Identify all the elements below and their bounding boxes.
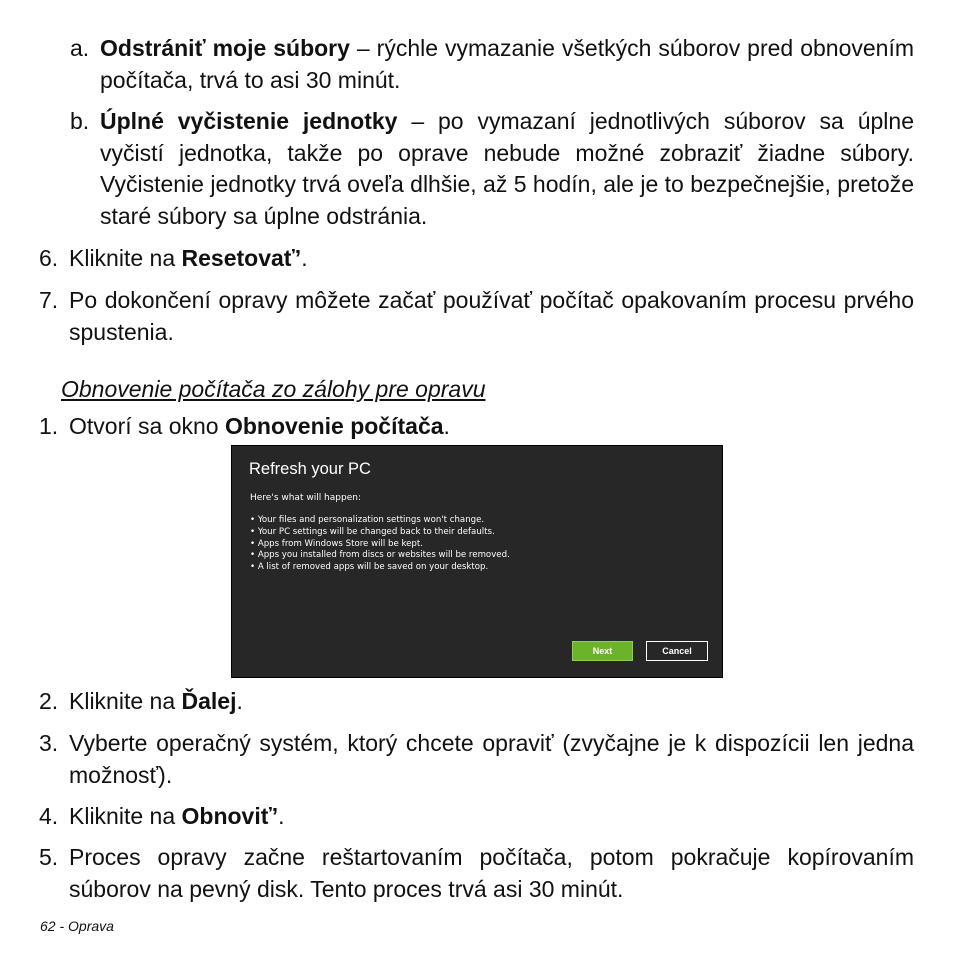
list-item-b bbox=[70, 106, 914, 232]
step-text-end: . bbox=[301, 245, 308, 271]
step-number: 2. bbox=[39, 688, 59, 714]
refresh-pc-dialog-screenshot bbox=[231, 445, 723, 678]
page-footer: 62 - Oprava bbox=[40, 918, 114, 934]
dialog-bullet: • Your files and personalization settings won't change. bbox=[250, 515, 510, 527]
cancel-button[interactable]: Cancel bbox=[646, 641, 708, 661]
step-text: Otvorí sa okno bbox=[69, 413, 225, 439]
section-heading: Obnovenie počítača zo zálohy pre opravu bbox=[61, 376, 486, 402]
dialog-bullet: • Apps you installed from discs or websites will be removed. bbox=[250, 550, 510, 562]
step-number: 6. bbox=[39, 245, 59, 271]
step-number: 1. bbox=[39, 413, 59, 439]
dialog-bullet: • Your PC settings will be changed back to their defaults. bbox=[250, 527, 510, 539]
list-item-label: b. bbox=[70, 108, 90, 134]
dialog-subtitle: Here's what will happen: bbox=[250, 493, 361, 503]
dialog-title: Refresh your PC bbox=[249, 460, 371, 478]
list-item-label: a. bbox=[70, 35, 90, 61]
step-text: Vyberte operačný systém, ktorý chcete opraviť (zvyčajne je k dispozícii len jedna možnosť). bbox=[69, 730, 914, 788]
step-number: 7. bbox=[39, 287, 59, 313]
step-bold: Obnoviť’ bbox=[181, 803, 279, 829]
step-bold: Resetovať’ bbox=[181, 245, 302, 271]
step-text-end: . bbox=[443, 413, 450, 439]
step-number: 4. bbox=[39, 803, 59, 829]
step-text: Kliknite na bbox=[69, 803, 182, 829]
step-bold: Obnovenie počítača bbox=[224, 413, 444, 439]
step-text-end: . bbox=[236, 688, 243, 714]
step-text: Kliknite na bbox=[69, 245, 182, 271]
option-description: – rýchle vymazanie všetkých súborov pred obnovením počítača, trvá to asi 30 minút. bbox=[100, 35, 914, 93]
step-bold: Ďalej bbox=[181, 688, 237, 714]
dialog-bullet-list bbox=[250, 515, 510, 574]
step-text: Kliknite na bbox=[69, 688, 182, 714]
step-text: Po dokončení opravy môžete začať používať počítač opakovaním procesu prvého spustenia. bbox=[69, 287, 914, 345]
list-item-a bbox=[70, 33, 914, 96]
next-button[interactable]: Next bbox=[572, 641, 633, 661]
step-text: Proces opravy začne reštartovaním počítača, potom pokračuje kopírovaním súborov na pevný disk. Tento proces trvá asi 30 minút. bbox=[69, 844, 914, 902]
step-number: 5. bbox=[39, 844, 59, 870]
option-name: Odstrániť moje súbory bbox=[100, 35, 350, 61]
option-description: – po vymazaní jednotlivých súborov sa úplne vyčistí jednotka, takže po oprave nebude možné zobraziť žiadne súbory. Vyčistenie jednotky trvá oveľa dlhšie, až 5 hodín, ale je to bezpečnejšie, pretože staré súbory sa úplne odstránia. bbox=[100, 108, 914, 229]
step-number: 3. bbox=[39, 730, 59, 756]
step-text-end: . bbox=[278, 803, 285, 829]
dialog-bullet: • Apps from Windows Store will be kept. bbox=[250, 539, 510, 551]
option-name: Úplné vyčistenie jednotky bbox=[100, 108, 398, 134]
dialog-bullet: • A list of removed apps will be saved on your desktop. bbox=[250, 562, 510, 574]
